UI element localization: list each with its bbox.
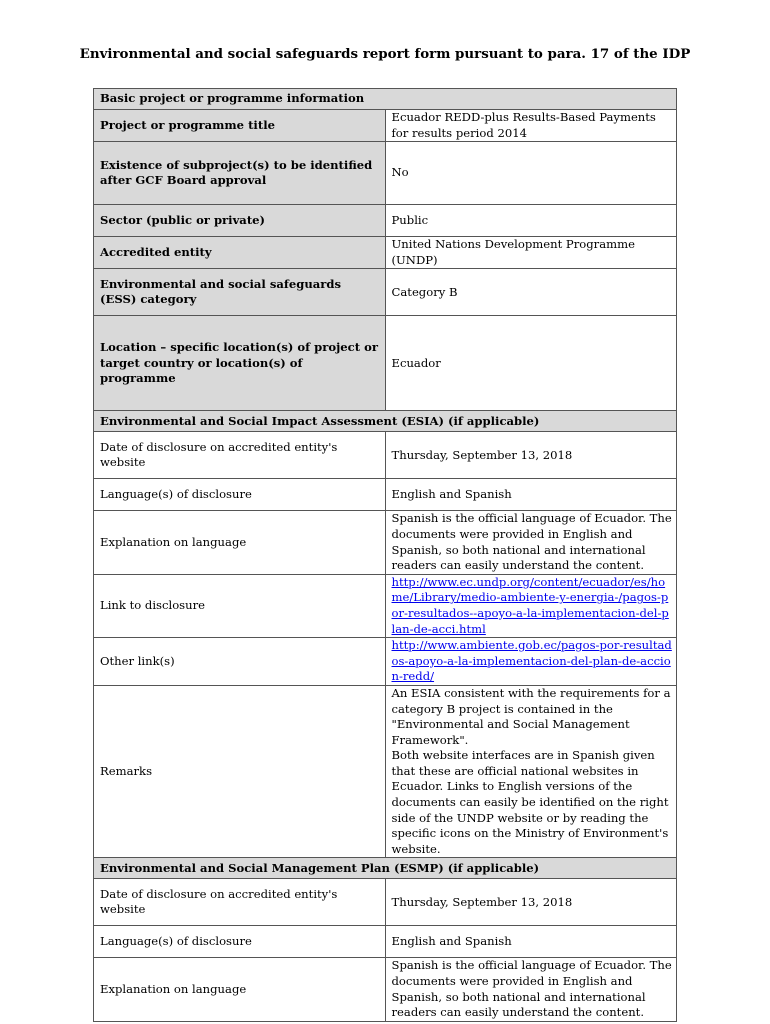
table-row xyxy=(94,479,677,511)
esmp-date-label: Date of disclosure on accredited entity's website xyxy=(94,879,386,926)
page-title: Environmental and social safeguards report form pursuant to para. 17 of the IDP xyxy=(79,46,691,62)
table-row xyxy=(94,879,677,926)
esia-disclosure-link[interactable]: http://www.ec.undp.org/content/ecuador/es/home/Library/medio-ambiente-y-energia-/pagos-por-resultados--apoyo-a-la-implementacion-del-plan-de-acci.html xyxy=(391,574,669,636)
section-header-row xyxy=(94,411,677,432)
project-title-label: Project or programme title xyxy=(94,110,386,142)
table-row xyxy=(94,926,677,958)
esmp-language-value: English and Spanish xyxy=(385,926,677,958)
table-row xyxy=(94,958,677,1021)
table-row xyxy=(94,237,677,269)
esia-other-link[interactable]: http://www.ambiente.gob.ec/pagos-por-resultados-apoyo-a-la-implementacion-del-plan-de-accion-redd/ xyxy=(391,638,672,684)
safeguards-form-table xyxy=(93,88,677,1022)
ess-category-label: Environmental and social safeguards (ESS) category xyxy=(94,269,386,316)
section-header-row xyxy=(94,89,677,110)
project-title-value: Ecuador REDD-plus Results-Based Payments for results period 2014 xyxy=(385,110,677,142)
accredited-entity-label: Accredited entity xyxy=(94,237,386,269)
esmp-language-label: Language(s) of disclosure xyxy=(94,926,386,958)
esia-explanation-value: Spanish is the official language of Ecuador. The documents were provided in English and Spanish, so both national and international readers can easily understand the content. xyxy=(385,511,677,574)
ess-category-value: Category B xyxy=(385,269,677,316)
table-row xyxy=(94,316,677,411)
table-row xyxy=(94,269,677,316)
subprojects-label: Existence of subproject(s) to be identified after GCF Board approval xyxy=(94,142,386,205)
esia-remarks-label: Remarks xyxy=(94,685,386,858)
table-row xyxy=(94,205,677,237)
esia-link-label: Link to disclosure xyxy=(94,574,386,637)
accredited-entity-value: United Nations Development Programme (UNDP) xyxy=(385,237,677,269)
remarks-paragraph: Both website interfaces are in Spanish given that these are official national websites in Ecuador. Links to English versions of the documents can easily be identified on the right side of the UNDP website or by reading the specific icons on the Ministry of Environment's website. xyxy=(391,748,669,856)
section-header-esia: Environmental and Social Impact Assessment (ESIA) (if applicable) xyxy=(94,411,677,432)
esmp-date-value: Thursday, September 13, 2018 xyxy=(385,879,677,926)
esia-language-value: English and Spanish xyxy=(385,479,677,511)
sector-label: Sector (public or private) xyxy=(94,205,386,237)
location-label: Location – specific location(s) of project or target country or location(s) of programme xyxy=(94,316,386,411)
subprojects-value: No xyxy=(385,142,677,205)
table-row xyxy=(94,110,677,142)
esia-language-label: Language(s) of disclosure xyxy=(94,479,386,511)
esmp-explanation-label: Explanation on language xyxy=(94,958,386,1021)
sector-value: Public xyxy=(385,205,677,237)
esia-link-cell xyxy=(385,574,677,637)
table-row xyxy=(94,638,677,686)
table-row xyxy=(94,511,677,574)
esia-date-value: Thursday, September 13, 2018 xyxy=(385,432,677,479)
esia-explanation-label: Explanation on language xyxy=(94,511,386,574)
esia-other-links-cell xyxy=(385,638,677,686)
remarks-paragraph: An ESIA consistent with the requirements for a category B project is contained in the "Environmental and Social Management Framework". xyxy=(391,685,671,747)
esia-remarks-value xyxy=(385,685,677,858)
esmp-explanation-value: Spanish is the official language of Ecuador. The documents were provided in English and Spanish, so both national and international readers can easily understand the content. xyxy=(385,958,677,1021)
location-value: Ecuador xyxy=(385,316,677,411)
section-header-esmp: Environmental and Social Management Plan (ESMP) (if applicable) xyxy=(94,858,677,879)
section-header-basic: Basic project or programme information xyxy=(94,89,677,110)
table-row xyxy=(94,432,677,479)
section-header-row xyxy=(94,858,677,879)
table-row xyxy=(94,574,677,637)
table-row xyxy=(94,142,677,205)
esia-date-label: Date of disclosure on accredited entity's website xyxy=(94,432,386,479)
table-row xyxy=(94,685,677,858)
esia-other-links-label: Other link(s) xyxy=(94,638,386,686)
